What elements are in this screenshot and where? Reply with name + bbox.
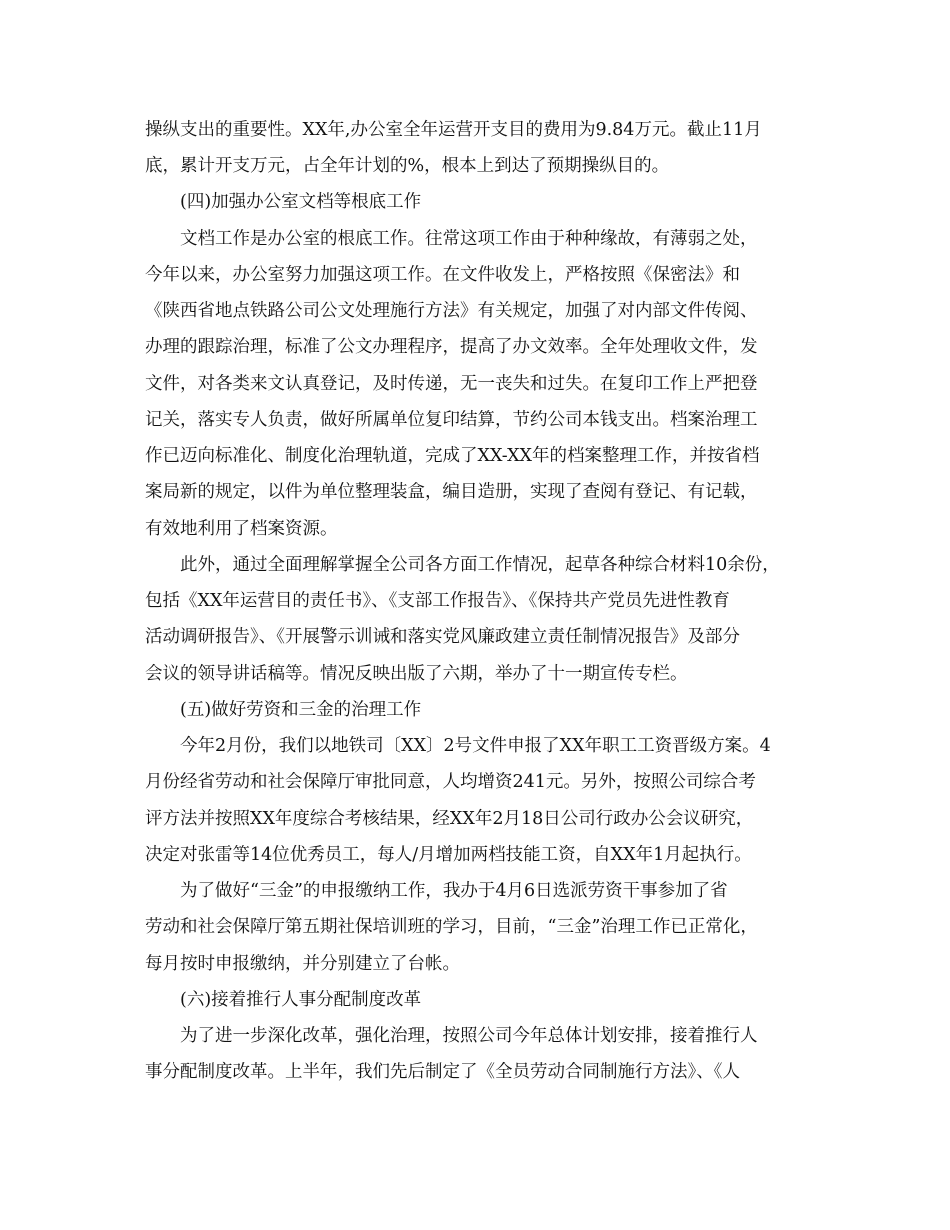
- text-line: 事分配制度改革。上半年，我们先后制定了《全员劳动合同制施行方法》、《人: [145, 1062, 740, 1082]
- text-line: 文件，对各类来文认真登记，及时传递，无一丧失和过失。在复印工作上严把登: [145, 374, 758, 394]
- text-line: 操纵支出的重要性。XX年,办公室全年运营开支目的费用为9.84万元。截止11月: [145, 120, 762, 140]
- section-heading: (五)做好劳资和三金的治理工作: [180, 700, 422, 720]
- section-heading: (四)加强办公室文档等根底工作: [180, 192, 422, 212]
- text-line: 评方法并按照XX年度综合考核结果，经XX年2月18日公司行政办公会议研究，: [145, 809, 754, 829]
- text-line: 包括《XX年运营目的责任书》、《支部工作报告》、《保持共产党员先进性教育: [145, 591, 730, 611]
- text-line: 今年2月份，我们以地铁司〔XX〕2号文件申报了XX年职工工资晋级方案。4: [180, 736, 771, 756]
- text-line: 底，累计开支万元，占全年计划的%，根本上到达了预期操纵目的。: [145, 156, 670, 176]
- text-line: 案局新的规定，以件为单位整理装盒，编目造册，实现了查阅有登记、有记载，: [145, 482, 758, 502]
- text-line: 月份经省劳动和社会保障厅审批同意，人均增资241元。另外，按照公司综合考: [145, 772, 756, 792]
- text-line: 办理的跟踪治理，标准了公文办理程序，提高了办文效率。全年处理收文件，发: [145, 337, 758, 357]
- text-line: 为了进一步深化改革，强化治理，按照公司今年总体计划安排，接着推行人: [180, 1026, 758, 1046]
- text-line: 作已迈向标准化、制度化治理轨道，完成了XX-XX年的档案整理工作，并按省档: [145, 446, 760, 466]
- text-line: 今年以来，办公室努力加强这项工作。在文件收发上，严格按照《保密法》和: [145, 265, 740, 285]
- text-line: 决定对张雷等14位优秀员工，每人/月增加两档技能工资，自XX年1月起执行。: [145, 845, 752, 865]
- text-line: 活动调研报告》、《开展警示训诫和落实党风廉政建立责任制情况报告》及部分: [145, 627, 740, 647]
- text-line: 劳动和社会保障厅第五期社保培训班的学习，目前，“三金”治理工作已正常化，: [145, 917, 758, 937]
- text-line: 有效地利用了档案资源。: [145, 519, 338, 539]
- text-line: 记关，落实专人负责，做好所属单位复印结算，节约公司本钱支出。档案治理工: [145, 410, 758, 430]
- text-line: 文档工作是办公室的根底工作。往常这项工作由于种种缘故，有薄弱之处，: [180, 229, 758, 249]
- text-line: 为了做好“三金”的申报缴纳工作，我办于4月6日选派劳资干事参加了省: [180, 881, 728, 901]
- text-line: 会议的领导讲话稿等。情况反映出版了六期，举办了十一期宣传专栏。: [145, 664, 688, 684]
- text-line: 每月按时申报缴纳，并分别建立了台帐。: [145, 954, 460, 974]
- text-line: 《陕西省地点铁路公司公文处理施行方法》有关规定，加强了对内部文件传阅、: [145, 301, 758, 321]
- section-heading: (六)接着推行人事分配制度改革: [180, 990, 422, 1010]
- text-line: 此外，通过全面理解掌握全公司各方面工作情况，起草各种综合材料10余份，: [180, 555, 780, 575]
